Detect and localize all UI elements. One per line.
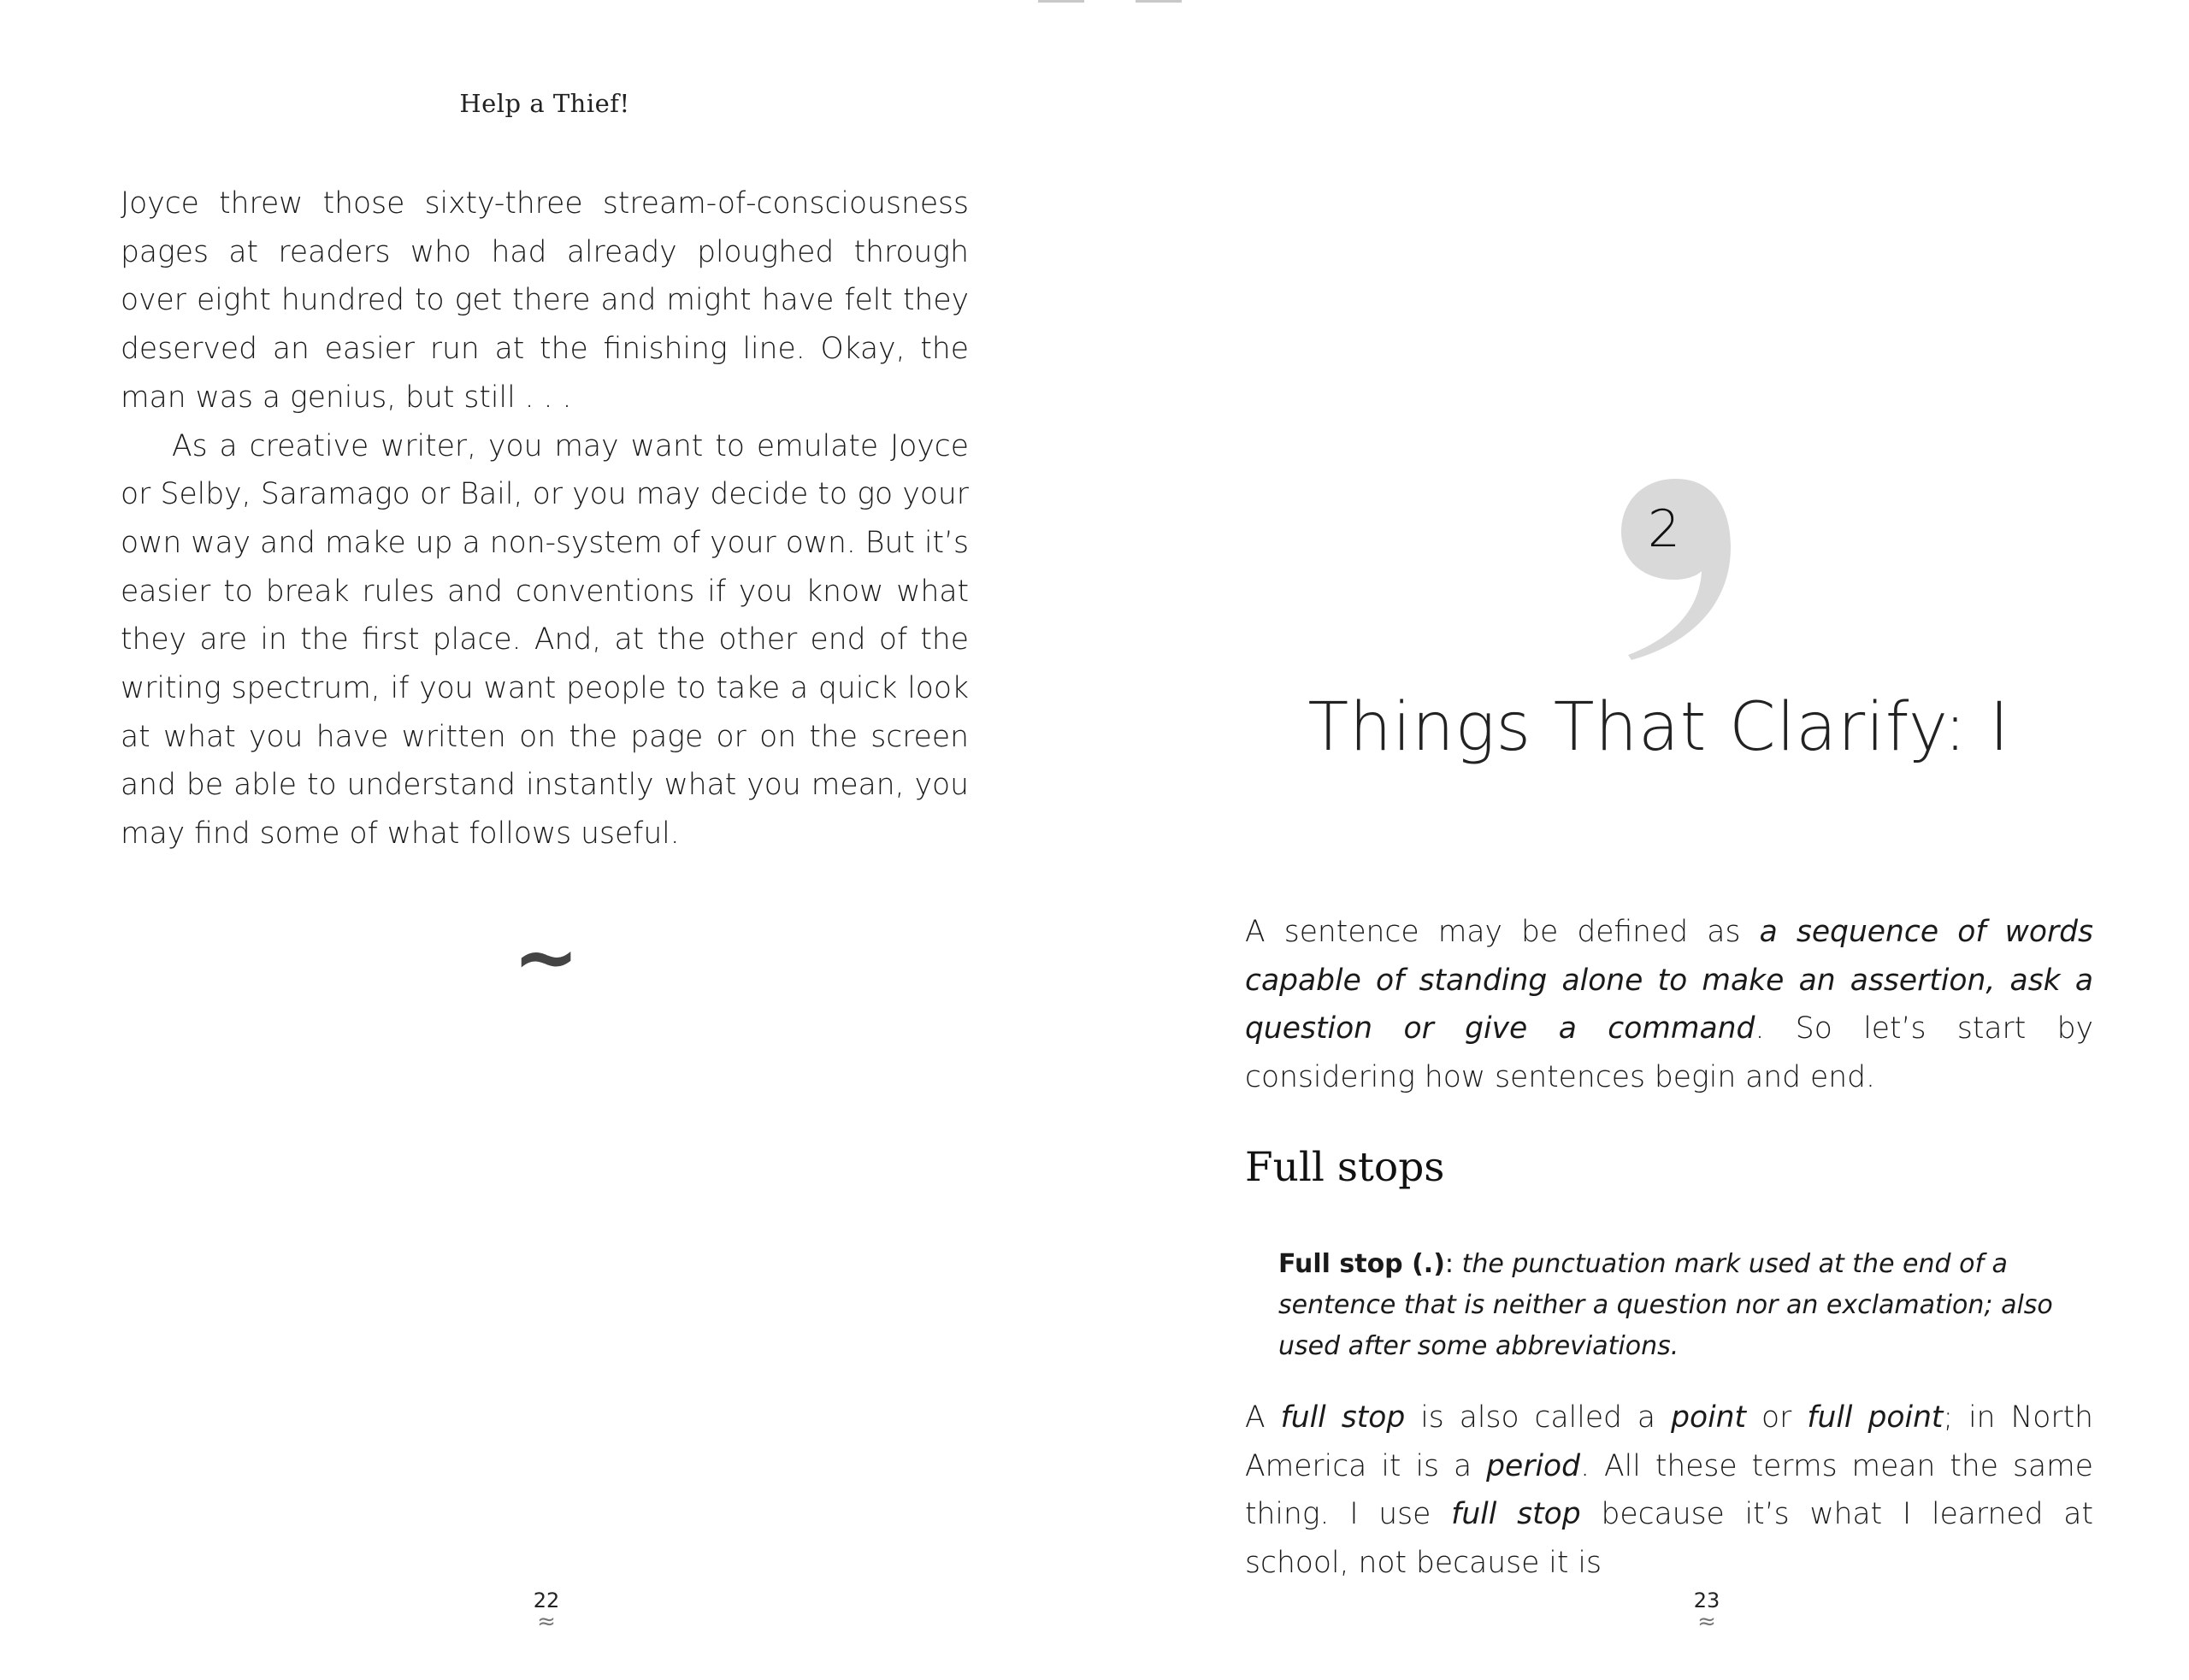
- italic-term: full point: [1807, 1400, 1944, 1435]
- text-run: because it’s what I learned at school, not because it is: [1245, 1497, 2093, 1581]
- full-stop-paragraph: [1245, 1394, 2093, 1588]
- folio-wave-icon: ≈: [537, 1609, 556, 1635]
- text-run: A: [1245, 1400, 1281, 1435]
- section-heading: Full stops: [1245, 1144, 1445, 1191]
- section-break-ornament: ~: [513, 911, 580, 1003]
- italic-term: point: [1671, 1400, 1747, 1435]
- intro-text: A sentence may be defined as: [1245, 915, 1760, 949]
- intro-paragraph: [1245, 908, 2093, 1102]
- italic-term: period: [1486, 1448, 1581, 1483]
- paragraph-1: Joyce threw those sixty-three stream-of-consciousness pages at readers who had already ploughed through over eight hundred to get there and might have felt they deserved an easier run at the finishing line. Okay, the man was a genius, but still . . .: [121, 186, 969, 415]
- definition-term: Full stop (.): [1278, 1249, 1445, 1279]
- left-page: [0, 0, 1094, 1680]
- page-number-text: 22: [533, 1589, 560, 1612]
- intro-text-end: . So let’s start by considering how sentences begin and end.: [1245, 1011, 2093, 1095]
- page-number-text: 23: [1693, 1589, 1720, 1612]
- page-number-right: [1673, 1589, 1741, 1635]
- text-run: . All these terms mean the same thing. I use: [1245, 1448, 2093, 1532]
- page-number-left: [512, 1589, 581, 1635]
- chapter-title: Things That Clarify: I: [1307, 689, 2010, 766]
- chapter-number: 2: [1647, 499, 1681, 559]
- italic-term: full stop: [1280, 1400, 1406, 1435]
- intro-definition: a sequence of words capable of standing alone to make an assertion, ask a question or give a command: [1245, 915, 2093, 1046]
- right-page: [1094, 0, 2189, 1680]
- running-head: Help a Thief!: [459, 89, 630, 118]
- italic-term: full stop: [1451, 1497, 1581, 1532]
- paragraph-2: As a creative writer, you may want to emulate Joyce or Selby, Saramago or Bail, or you may decide to go your own way and make up a non-system of your own. But it’s easier to break rules and conventions if you know what they are in the first place. And, at the other end of the writing spectrum, if you want people to take a quick look at what you have written on the page or on the screen and be able to understand instantly what you mean, you may find some of what follows useful.: [121, 428, 969, 852]
- definition-block: [1278, 1244, 2074, 1367]
- text-run: is also called a: [1405, 1400, 1672, 1435]
- definition-separator: :: [1444, 1249, 1462, 1279]
- left-body-text: [121, 180, 969, 858]
- text-run: ; in North America it is a: [1245, 1400, 2093, 1483]
- folio-wave-icon: ≈: [1697, 1609, 1716, 1635]
- text-run: or: [1746, 1400, 1808, 1435]
- definition-text: the punctuation mark used at the end of a sentence that is neither a question nor an exclamation; also used after some abbreviations.: [1278, 1249, 2053, 1361]
